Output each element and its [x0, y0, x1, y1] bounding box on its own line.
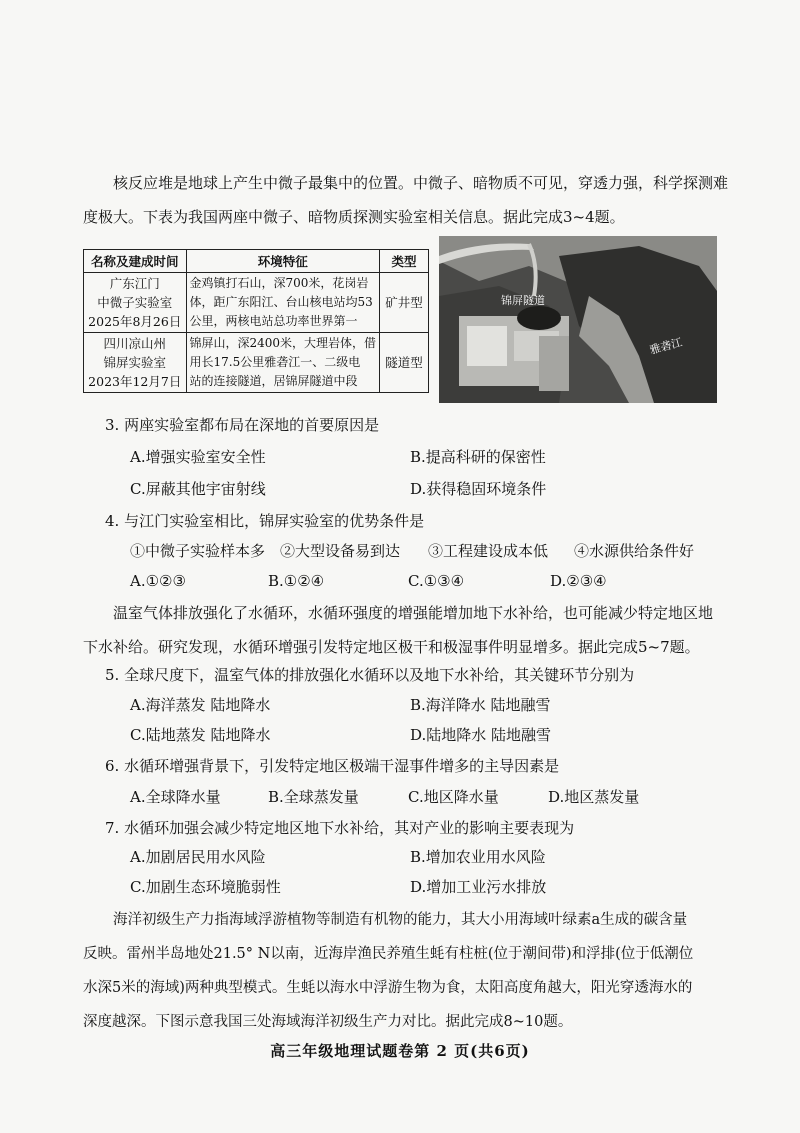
table-header-env: 环境特征: [186, 250, 380, 273]
intro-3-line-1: 海洋初级生产力指海域浮游植物等制造有机物的能力，其大小用海域叶绿素a生成的碳含量: [113, 912, 688, 928]
table-row: [84, 333, 429, 393]
q6-option-a[interactable]: A.全球降水量: [130, 788, 221, 806]
row-2-env-line-3: 站的连接隧道，居锦屏隧道中段: [189, 374, 358, 388]
row-2-name-line-3: 2023年12月7日: [88, 374, 182, 389]
row-1-name: [84, 273, 187, 333]
tunnel-photo-illustration: [439, 236, 717, 403]
intro-2-line-1: 温室气体排放强化了水循环，水循环强度的增强能增加地下水补给，也可能减少特定地区地: [113, 604, 714, 622]
row-2-name-line-2: 锦屏实验室: [103, 355, 167, 370]
row-1-env: [186, 273, 380, 333]
row-1-env-line-3: 公里，两核电站总功率世界第一: [189, 314, 358, 328]
river-label: 雅砻江: [648, 335, 684, 357]
q7-option-d[interactable]: D.增加工业污水排放: [410, 878, 547, 896]
question-3-stem: 3. 两座实验室都布局在深地的首要原因是: [105, 416, 380, 434]
row-1-name-line-2: 中微子实验室: [97, 295, 173, 310]
q7-option-c[interactable]: C.加剧生态环境脆弱性: [130, 878, 281, 896]
q4-option-a[interactable]: A.①②③: [130, 572, 186, 590]
intro-paragraph-3: [83, 903, 711, 1039]
jinping-tunnel-photo: [439, 236, 717, 403]
q5-option-a[interactable]: A.海洋蒸发 陆地降水: [130, 696, 271, 714]
q5-option-c[interactable]: C.陆地蒸发 陆地降水: [130, 726, 271, 744]
intro-2-line-2: 下水补给。研究发现，水循环增强引发特定地区极干和极湿事件明显增多。据此完成5~7题。: [83, 638, 700, 656]
q5-option-d[interactable]: D.陆地降水 陆地融雪: [410, 726, 552, 744]
question-5-stem: 5. 全球尺度下，温室气体的排放强化水循环以及地下水补给，其关键环节分别为: [105, 666, 635, 684]
row-2-env-line-1: 锦屏山，深2400米，大理岩体，借: [189, 336, 377, 350]
q4-item-4: ④水源供给条件好: [574, 542, 695, 560]
q3-option-d[interactable]: D.获得稳固环境条件: [410, 480, 547, 498]
question-7-stem: 7. 水循环加强会减少特定地区地下水补给，其对产业的影响主要表现为: [105, 819, 575, 837]
question-4-stem: 4. 与江门实验室相比，锦屏实验室的优势条件是: [105, 512, 425, 530]
row-1-env-line-2: 体，距广东阳江、台山核电站均53: [189, 295, 373, 309]
row-1-type: 矿井型: [380, 273, 429, 333]
q6-option-b[interactable]: B.全球蒸发量: [268, 788, 359, 806]
row-2-type: 隧道型: [380, 333, 429, 393]
row-2-env-line-2: 用长17.5公里雅砻江一、二级电: [189, 355, 361, 369]
q3-option-c[interactable]: C.屏蔽其他宇宙射线: [130, 480, 266, 498]
question-6-stem: 6. 水循环增强背景下，引发特定地区极端干湿事件增多的主导因素是: [105, 757, 560, 775]
q4-item-1: ①中微子实验样本多: [130, 542, 266, 560]
intro-paragraph-2: [83, 596, 714, 664]
table-row: [84, 273, 429, 333]
row-2-name: [84, 333, 187, 393]
table-header-name: 名称及建成时间: [84, 250, 187, 273]
intro-paragraph-1: [83, 166, 729, 234]
intro-1-line-1: 核反应堆是地球上产生中微子最集中的位置。中微子、暗物质不可见，穿透力强，科学探测难: [113, 174, 729, 192]
row-1-name-line-3: 2025年8月26日: [88, 314, 182, 329]
row-2-env: [186, 333, 380, 393]
q5-option-b[interactable]: B.海洋降水 陆地融雪: [410, 696, 551, 714]
row-1-name-line-1: 广东江门: [109, 276, 160, 291]
q6-option-c[interactable]: C.地区降水量: [408, 788, 499, 806]
q4-item-2: ②大型设备易到达: [280, 542, 401, 560]
tunnel-label: 锦屏隧道: [501, 294, 545, 307]
q7-option-a[interactable]: A.加剧居民用水风险: [130, 848, 266, 866]
table-header-type: 类型: [380, 250, 429, 273]
intro-3-line-2: 反映。雷州半岛地处21.5° N以南，近海岸渔民养殖生蚝有柱桩(位于潮间带)和浮排(位于低潮位: [83, 946, 694, 962]
intro-3-line-3: 水深5米的海域)两种典型模式。生蚝以海水中浮游生物为食，太阳高度角越大，阳光穿透海水的: [83, 980, 693, 996]
q7-option-b[interactable]: B.增加农业用水风险: [410, 848, 546, 866]
q4-option-d[interactable]: D.②③④: [550, 572, 607, 590]
row-2-name-line-1: 四川凉山州: [103, 336, 167, 351]
row-1-env-line-1: 金鸡镇打石山，深700米，花岗岩: [189, 276, 369, 290]
page-footer: 高三年级地理试题卷第 2 页(共6页): [270, 1042, 530, 1060]
q3-option-a[interactable]: A.增强实验室安全性: [130, 448, 266, 466]
q4-item-3: ③工程建设成本低: [428, 542, 549, 560]
intro-1-line-2: 度极大。下表为我国两座中微子、暗物质探测实验室相关信息。据此完成3~4题。: [83, 208, 625, 226]
lab-info-table: [83, 249, 429, 393]
q6-option-d[interactable]: D.地区蒸发量: [548, 788, 640, 806]
q4-option-b[interactable]: B.①②④: [268, 572, 325, 590]
intro-3-line-4: 深度越深。下图示意我国三处海域海洋初级生产力对比。据此完成8~10题。: [83, 1014, 573, 1030]
q4-option-c[interactable]: C.①③④: [408, 572, 465, 590]
q3-option-b[interactable]: B.提高科研的保密性: [410, 448, 546, 466]
